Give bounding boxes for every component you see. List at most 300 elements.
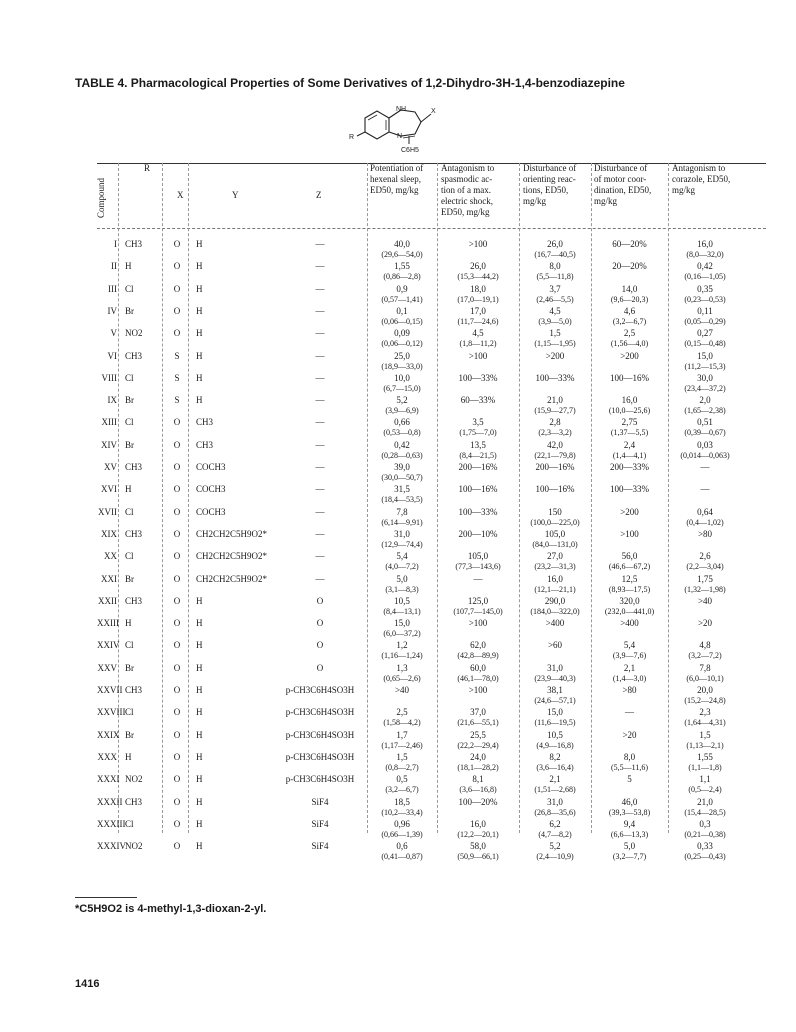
cell-value: 37,0: [470, 707, 486, 718]
potentiation-cell: [368, 730, 436, 751]
table-top-rule: [97, 163, 766, 164]
z-cell: [280, 685, 360, 696]
potentiation-cell: [368, 596, 436, 617]
cell-value: 17,0: [470, 305, 486, 316]
cell-value: 1,7: [396, 729, 408, 740]
cell-value: 1,3: [396, 662, 408, 673]
orienting-cell: [520, 529, 590, 550]
cell-value: >200: [545, 350, 565, 361]
cell-confidence-interval: (3,2—7,2): [688, 651, 722, 661]
cell-value: VIII: [101, 372, 117, 383]
cell-confidence-interval: (50,9—66,1): [457, 852, 499, 862]
r-cell: [125, 841, 160, 852]
r-cell: [125, 529, 160, 540]
cell-value: 0,42: [697, 261, 713, 272]
table-title: TABLE 4. Pharmacological Properties of Some Derivatives of 1,2-Dihydro-3H-1,4-benzodiazepine: [75, 76, 625, 90]
potentiation-cell: [368, 663, 436, 684]
header-line: mg/kg: [523, 196, 547, 206]
cell-confidence-interval: (0,25—0,43): [684, 852, 726, 862]
table-row: [0, 752, 796, 774]
r-cell: [125, 261, 160, 272]
r-cell: [125, 284, 160, 295]
cell-value: 26,0: [547, 239, 563, 249]
header-line: hexenal sleep,: [370, 174, 421, 184]
cell-value: XIX: [101, 528, 117, 539]
cell-value: 60,0: [470, 662, 486, 673]
cell-value: p-CH3C6H4SO3H: [285, 729, 355, 740]
cell-value: 12,5: [621, 573, 638, 584]
cell-value: COCH3: [196, 506, 226, 517]
z-cell: [280, 284, 360, 295]
cell-value: Br: [125, 729, 134, 740]
cell-value: H: [196, 305, 203, 316]
cell-value: 290,0: [544, 595, 566, 606]
chemical-structure-diagram: [345, 100, 465, 158]
table-row: [0, 373, 796, 395]
header-line: mg/kg: [672, 185, 696, 195]
cell-confidence-interval: (0,66—1,39): [381, 829, 423, 839]
potentiation-cell: [368, 707, 436, 728]
antagonism-shock-cell: [438, 596, 518, 617]
footnote-rule: [75, 897, 137, 898]
cell-value: O: [173, 729, 181, 740]
compound-cell: [97, 484, 117, 495]
antagonism-shock-cell: [438, 284, 518, 305]
cell-value: 1,5: [549, 328, 561, 339]
r-cell: [125, 440, 160, 451]
cell-value: 1,55: [394, 261, 410, 272]
cell-confidence-interval: (21,6—55,1): [457, 718, 499, 728]
z-cell: [280, 529, 360, 540]
cell-value: 8,2: [549, 751, 561, 762]
cell-value: XXII: [98, 595, 117, 606]
compound-cell: [97, 284, 117, 295]
motor-cell: [592, 373, 667, 384]
cell-confidence-interval: (5,5—11,6): [610, 762, 649, 772]
header-motor-coordination: [594, 163, 651, 227]
cell-confidence-interval: (1,4—3,0): [612, 673, 647, 683]
compound-cell: [97, 841, 126, 852]
z-cell: [280, 819, 360, 830]
corazole-cell: [669, 819, 741, 840]
compound-cell: [97, 818, 126, 830]
cell-value: 60—20%: [612, 239, 647, 249]
z-cell: [280, 774, 360, 785]
antagonism-shock-cell: [438, 395, 518, 406]
r-cell: [125, 707, 160, 718]
cell-value: 125,0: [467, 595, 489, 606]
cell-confidence-interval: (23,2—31,3): [534, 562, 576, 572]
cell-value: 0,42: [394, 439, 410, 450]
table-row: [0, 640, 796, 662]
corazole-cell: [669, 440, 741, 461]
cell-confidence-interval: (17,0—19,1): [457, 294, 499, 304]
cell-confidence-interval: (0,21—0,38): [684, 829, 726, 839]
cell-confidence-interval: (23,4—37,2): [684, 383, 726, 393]
motor-cell: [592, 328, 667, 349]
cell-value: O: [173, 774, 181, 785]
orienting-cell: [520, 507, 590, 528]
orienting-cell: [520, 284, 590, 305]
compound-cell: [97, 529, 117, 540]
cell-confidence-interval: (29,6—54,0): [381, 250, 423, 259]
table-row: [0, 774, 796, 796]
cell-value: COCH3: [196, 484, 226, 495]
antagonism-shock-cell: [438, 507, 518, 518]
z-cell: [280, 351, 360, 362]
table-row: [0, 551, 796, 573]
motor-cell: [592, 730, 667, 741]
z-cell: [280, 462, 360, 473]
struct-n-label: N: [397, 133, 403, 140]
cell-value: Cl: [125, 640, 134, 651]
cell-value: 1,55: [697, 751, 713, 762]
cell-value: >80: [622, 685, 637, 695]
cell-value: XXXIII: [97, 818, 126, 829]
cell-confidence-interval: (1,4—4,1): [612, 450, 647, 460]
cell-value: 1,75: [697, 573, 713, 584]
cell-confidence-interval: (84,0—131,0): [532, 539, 578, 549]
page-number: 1416: [75, 978, 100, 990]
cell-value: XIV: [101, 439, 117, 450]
cell-confidence-interval: (1,15—1,95): [534, 339, 576, 349]
cell-value: 14,0: [621, 283, 638, 294]
cell-value: 8,0: [549, 261, 561, 272]
cell-value: 13,5: [470, 439, 486, 450]
compound-cell: [97, 663, 117, 674]
cell-value: O: [173, 328, 181, 339]
motor-cell: [592, 707, 667, 718]
cell-value: IX: [107, 395, 117, 406]
orienting-cell: [520, 462, 590, 473]
cell-value: >40: [394, 685, 410, 695]
cell-value: 2,4: [623, 439, 636, 450]
potentiation-cell: [368, 774, 436, 795]
cell-confidence-interval: (11,6—19,5): [534, 718, 576, 728]
table-row: [0, 306, 796, 328]
r-cell: [125, 306, 160, 317]
orienting-cell: [520, 819, 590, 840]
cell-value: 20—20%: [612, 261, 647, 272]
orienting-cell: [520, 774, 590, 795]
motor-cell: [592, 462, 667, 473]
cell-value: 1,5: [396, 751, 408, 762]
header-line: dination, ED50,: [594, 185, 652, 195]
table-row: [0, 841, 796, 863]
cell-value: 31,0: [547, 662, 563, 673]
cell-value: 21,0: [697, 796, 713, 807]
potentiation-cell: [368, 819, 436, 840]
potentiation-cell: [368, 306, 436, 327]
orienting-cell: [520, 328, 590, 349]
motor-cell: [592, 819, 667, 840]
cell-value: H: [196, 328, 203, 339]
cell-value: O: [173, 707, 181, 718]
r-cell: [125, 596, 160, 607]
antagonism-shock-cell: [438, 328, 518, 349]
table-row: [0, 239, 796, 261]
cell-value: 100—16%: [610, 372, 649, 383]
cell-value: S: [174, 350, 180, 361]
compound-cell: [97, 685, 123, 696]
cell-confidence-interval: (6,0—10,1): [686, 673, 724, 683]
cell-value: 21,0: [547, 395, 563, 406]
cell-value: O: [173, 283, 181, 294]
cell-confidence-interval: (9,6—20,3): [610, 294, 649, 304]
antagonism-shock-cell: [438, 663, 518, 684]
cell-confidence-interval: (2,4—10,9): [536, 852, 574, 862]
antagonism-shock-cell: [438, 440, 518, 461]
cell-value: 0,3: [699, 818, 711, 829]
cell-value: O: [173, 305, 181, 316]
cell-confidence-interval: (10,2—33,4): [381, 807, 423, 817]
cell-value: CH2CH2C5H9O2*: [196, 573, 268, 584]
cell-value: —: [315, 506, 325, 517]
cell-confidence-interval: (12,9—74,4): [381, 539, 423, 549]
cell-value: 25,0: [394, 350, 410, 361]
cell-value: Cl: [125, 818, 134, 829]
motor-cell: [592, 574, 667, 595]
cell-value: CH3: [125, 239, 143, 249]
compound-cell: [97, 640, 120, 651]
cell-value: 2,5: [396, 707, 408, 718]
table-row: [0, 395, 796, 417]
cell-value: 5,2: [396, 395, 408, 406]
cell-value: 46,0: [621, 796, 638, 807]
x-cell: [168, 529, 186, 540]
header-line: tions, ED50,: [523, 185, 569, 195]
cell-value: O: [173, 841, 181, 852]
potentiation-cell: [368, 507, 436, 528]
corazole-cell: [669, 462, 741, 473]
motor-cell: [592, 685, 667, 696]
cell-value: p-CH3C6H4SO3H: [285, 751, 355, 762]
cell-value: 16,0: [621, 395, 638, 406]
cell-confidence-interval: (2,46—5,5): [536, 294, 574, 304]
cell-value: Cl: [125, 283, 134, 294]
cell-value: >20: [697, 618, 713, 629]
r-cell: [125, 417, 160, 428]
potentiation-cell: [368, 373, 436, 394]
header-orienting: [523, 163, 576, 227]
cell-confidence-interval: (3,6—16,8): [459, 785, 497, 795]
cell-value: 2,1: [549, 774, 561, 785]
antagonism-shock-cell: [438, 484, 518, 495]
z-cell: [280, 596, 360, 607]
motor-cell: [592, 640, 667, 661]
motor-cell: [592, 395, 667, 416]
r-cell: [125, 640, 160, 651]
r-cell: [125, 328, 160, 339]
compound-cell: [97, 239, 117, 250]
header-line: ED50, mg/kg: [441, 207, 490, 217]
cell-value: NO2: [125, 328, 143, 339]
antagonism-shock-cell: [438, 819, 518, 840]
x-cell: [168, 685, 186, 696]
orienting-cell: [520, 484, 590, 495]
cell-value: —: [315, 573, 325, 584]
z-cell: [280, 306, 360, 317]
cell-value: 320,0: [619, 595, 640, 606]
cell-value: —: [473, 573, 483, 584]
cell-value: >200: [620, 506, 639, 517]
cell-value: —: [315, 305, 325, 316]
cell-confidence-interval: (26,8—35,6): [534, 807, 576, 817]
antagonism-shock-cell: [438, 239, 518, 250]
cell-value: II: [111, 261, 117, 272]
orienting-cell: [520, 417, 590, 438]
table-row: [0, 574, 796, 596]
antagonism-shock-cell: [438, 462, 518, 473]
cell-value: XV: [104, 462, 117, 472]
orienting-cell: [520, 351, 590, 362]
cell-confidence-interval: (1,32—1,98): [684, 584, 726, 594]
cell-value: >400: [545, 618, 565, 629]
cell-value: 40,0: [394, 239, 410, 249]
cell-confidence-interval: (15,3—44,2): [457, 272, 499, 282]
motor-cell: [592, 417, 667, 438]
motor-cell: [592, 306, 667, 327]
cell-value: 100—33%: [535, 372, 575, 383]
compound-cell: [97, 328, 117, 339]
cell-value: H: [196, 595, 203, 606]
cell-value: O: [316, 662, 324, 673]
cell-confidence-interval: (100,0—225,0): [530, 517, 580, 527]
cell-value: —: [315, 484, 325, 495]
cell-confidence-interval: (22,2—29,4): [457, 740, 499, 750]
cell-value: O: [316, 640, 324, 651]
corazole-cell: [669, 551, 741, 572]
z-cell: [280, 752, 360, 763]
cell-confidence-interval: (11,7—24,6): [457, 316, 499, 326]
cell-confidence-interval: (39,3—53,8): [608, 807, 651, 817]
cell-value: H: [196, 372, 203, 383]
cell-value: 15,0: [547, 707, 563, 718]
potentiation-cell: [368, 529, 436, 550]
cell-value: 31,0: [394, 528, 410, 539]
cell-confidence-interval: (30,0—50,7): [381, 473, 423, 482]
compound-cell: [97, 507, 117, 518]
cell-value: >100: [620, 528, 639, 539]
motor-cell: [592, 529, 667, 540]
cell-value: —: [700, 484, 710, 495]
cell-value: 15,0: [394, 618, 410, 629]
cell-confidence-interval: (12,2—20,1): [457, 829, 499, 839]
cell-value: 31,0: [547, 796, 563, 807]
x-cell: [168, 618, 186, 629]
potentiation-cell: [368, 685, 436, 696]
cell-value: 24,0: [470, 751, 486, 762]
z-cell: [280, 797, 360, 808]
potentiation-cell: [368, 640, 436, 661]
cell-confidence-interval: (107,7—145,0): [453, 606, 503, 616]
header-r: R: [144, 163, 151, 173]
cell-confidence-interval: (1,8—11,2): [459, 339, 497, 349]
header-line: spasmodic ac-: [441, 174, 493, 184]
cell-confidence-interval: (1,16—1,24): [381, 651, 423, 661]
motor-cell: [592, 797, 667, 818]
z-cell: [280, 551, 360, 562]
cell-confidence-interval: (12,1—21,1): [534, 584, 576, 594]
orienting-cell: [520, 797, 590, 818]
compound-cell: [97, 707, 126, 718]
cell-value: 2,5: [623, 328, 636, 339]
z-cell: [280, 261, 360, 272]
cell-value: 3,7: [549, 283, 561, 294]
header-antagonism-shock: [441, 163, 494, 227]
table-row: [0, 618, 796, 640]
corazole-cell: [669, 640, 741, 661]
antagonism-shock-cell: [438, 306, 518, 327]
cell-value: H: [196, 729, 203, 740]
r-cell: [125, 239, 160, 250]
cell-confidence-interval: (1,65—2,38): [684, 406, 726, 416]
header-line: orienting reac-: [523, 174, 576, 184]
cell-value: XXVII: [97, 685, 123, 695]
cell-value: 0,35: [697, 283, 713, 294]
r-cell: [125, 797, 160, 808]
corazole-cell: [669, 529, 741, 540]
compound-cell: [97, 551, 117, 562]
x-cell: [168, 351, 186, 362]
table-row: [0, 596, 796, 618]
cell-value: >100: [468, 239, 488, 249]
cell-confidence-interval: (0,06—0,15): [381, 316, 423, 326]
r-cell: [125, 373, 160, 384]
cell-value: 200—10%: [458, 528, 498, 539]
r-cell: [125, 819, 160, 830]
x-cell: [168, 284, 186, 295]
cell-value: CH3: [125, 796, 143, 807]
cell-value: O: [173, 796, 181, 807]
table-row: [0, 284, 796, 306]
corazole-cell: [669, 596, 741, 607]
motor-cell: [592, 551, 667, 572]
cell-value: 39,0: [394, 462, 410, 472]
cell-value: 5,4: [396, 551, 408, 562]
table-row: [0, 685, 796, 707]
orienting-cell: [520, 306, 590, 327]
cell-value: H: [125, 751, 132, 762]
z-cell: [280, 663, 360, 674]
cell-value: 0,66: [394, 417, 410, 428]
x-cell: [168, 373, 186, 384]
corazole-cell: [669, 730, 741, 751]
cell-value: 2,8: [549, 417, 561, 428]
x-cell: [168, 417, 186, 428]
cell-value: H: [196, 239, 203, 249]
cell-confidence-interval: (0,39—0,67): [684, 428, 726, 438]
compound-cell: [97, 373, 117, 384]
cell-value: 6,2: [549, 818, 561, 829]
cell-value: O: [173, 818, 181, 829]
cell-value: CH3: [125, 685, 143, 695]
table-row: [0, 351, 796, 373]
cell-value: 7,8: [396, 506, 408, 517]
header-line: ED50, mg/kg: [370, 185, 419, 195]
cell-value: 1,1: [699, 774, 711, 785]
cell-confidence-interval: (3,1—8,3): [385, 584, 419, 594]
cell-value: 16,0: [470, 818, 486, 829]
cell-value: O: [173, 528, 181, 539]
cell-value: 9,4: [623, 818, 636, 829]
corazole-cell: [669, 663, 741, 684]
z-cell: [280, 507, 360, 518]
cell-value: H: [196, 662, 203, 673]
cell-value: O: [173, 751, 181, 762]
cell-value: 100—20%: [458, 796, 498, 807]
cell-confidence-interval: (8,4—13,1): [383, 606, 421, 616]
